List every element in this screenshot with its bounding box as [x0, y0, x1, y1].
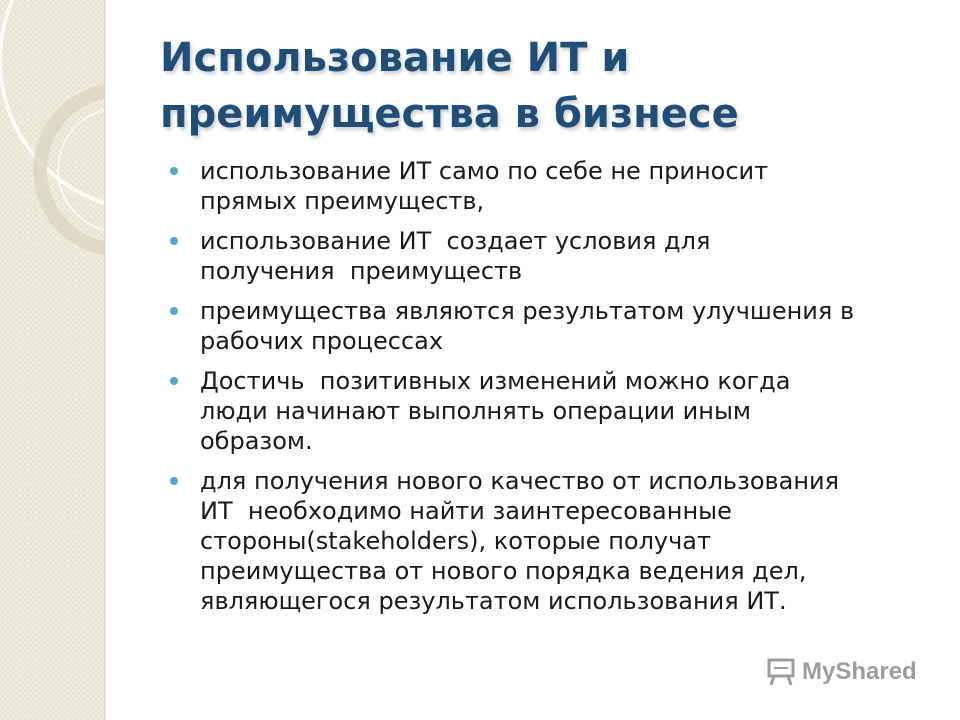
- bullet-line: использование ИТ само по себе не приносит: [200, 157, 769, 185]
- bullet-dot-icon: [170, 307, 178, 315]
- watermark-text: MyShared: [802, 658, 917, 685]
- bullet-line: использование ИТ создает условия для: [200, 227, 711, 255]
- bullet-line: прямых преимуществ,: [200, 187, 485, 215]
- bullet-list: [170, 156, 930, 626]
- bullet-line: являющегося результатом использования ИТ.: [200, 587, 787, 615]
- bullet-line: преимущества являются результатом улучшения в: [200, 297, 855, 325]
- bullet-line: люди начинают выполнять операции иным: [200, 397, 752, 425]
- bullet-line: для получения нового качество от использования: [200, 467, 840, 495]
- bullet-line: получения преимуществ: [200, 257, 523, 285]
- slide-title-line-1: Использование ИТ и: [160, 35, 630, 81]
- bullet-dot-icon: [170, 167, 178, 175]
- bullet-line: образом.: [200, 427, 313, 455]
- slide-title: [160, 30, 920, 142]
- bullet-item: [170, 466, 930, 616]
- presentation-board-icon: [766, 657, 796, 687]
- bullet-item: [170, 156, 930, 216]
- myshared-watermark[interactable]: [766, 654, 917, 690]
- bullet-item: [170, 226, 930, 286]
- bullet-line: рабочих процессах: [200, 327, 444, 355]
- bullet-dot-icon: [170, 377, 178, 385]
- decorative-side-strip: [0, 0, 104, 720]
- bullet-line: преимущества от нового порядка ведения дел,: [200, 557, 807, 585]
- slide-title-line-2: преимущества в бизнесе: [160, 91, 739, 137]
- bullet-line: Достичь позитивных изменений можно когда: [200, 367, 791, 395]
- bullet-line: ИТ необходимо найти заинтересованные: [200, 497, 732, 525]
- bullet-item: [170, 366, 930, 456]
- bullet-dot-icon: [170, 237, 178, 245]
- side-strip-edge: [104, 0, 107, 720]
- bullet-item: [170, 296, 930, 356]
- decorative-circles: [0, 0, 104, 720]
- bullet-line: стороны(stakeholders), которые получат: [200, 527, 711, 555]
- bullet-dot-icon: [170, 477, 178, 485]
